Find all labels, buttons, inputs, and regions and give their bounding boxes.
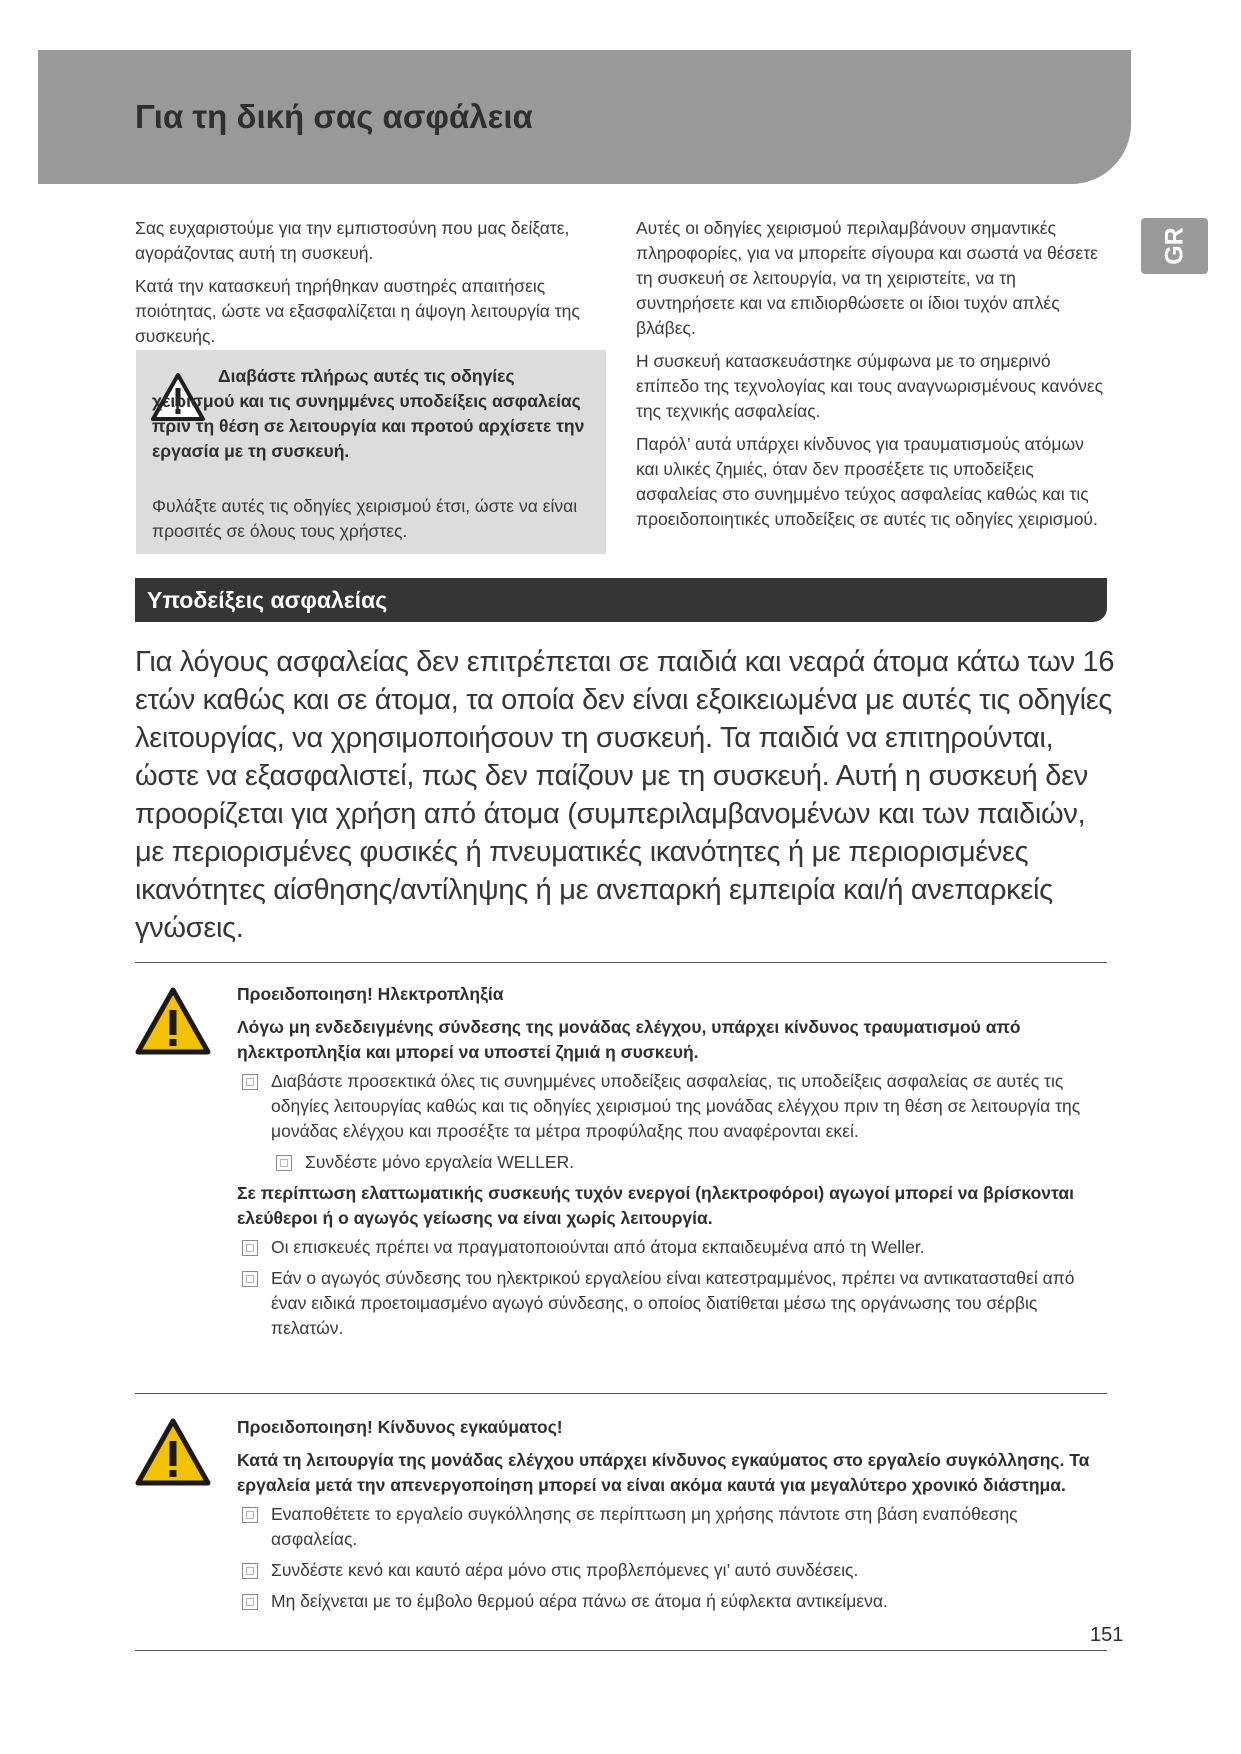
checkbox-square-icon — [242, 1507, 258, 1523]
list-item-text: Διαβάστε προσεκτικά όλες τις συνημμένες υποδείξεις ασφαλείας, τις υποδείξεις ασφαλείας σε αυτές τις οδηγίες λειτουργίας καθώς και τις οδηγίες χειρισμού της μονάδας ελέγχου πριν τη θέση σε λειτουργία της μονάδας ελέγχου και προσέξτε τα μέτρα προφύλαξης που αναφέρονται εκεί. — [271, 1071, 1081, 1141]
warning-list — [237, 1235, 1107, 1341]
list-item — [237, 1069, 1107, 1144]
warning-title: Προειδοποιηση! Κίνδυνος εγκαύματος! — [237, 1417, 563, 1437]
checkbox-square-icon — [276, 1155, 292, 1171]
list-item — [237, 1266, 1107, 1341]
intro-right-column — [636, 216, 1111, 540]
language-tab — [1141, 218, 1208, 274]
electric-shock-warning — [237, 982, 1107, 1347]
warning-title: Προειδοποιηση! Ηλεκτροπληξία — [237, 984, 504, 1004]
section-heading-bar — [135, 578, 1107, 622]
divider — [135, 962, 1107, 963]
child-safety-paragraph: Για λόγους ασφαλείας δεν επιτρέπεται σε παιδιά και νεαρά άτομα κάτω των 16 ετών καθώς και σε άτομα, τα οποία δεν είναι εξοικειωμένα με αυτές τις οδηγίες λειτουργίας, να χρησιμοποιήσουν τη συσκευή. Τα παιδιά να επιτηρούνται, ώστε να εξασφαλιστεί, πως δεν παίζουν με τη συσκευή. Αυτή η συσκευή δεν προορίζεται για χρήση από άτομα (συμπεριλαμβανομένων και των παιδιών, με περιορισμένες φυσικές ή πνευματικές ικανότητες ή με περιορισμένες ικανότητες αίσθησης/αντίληψης ή με ανεπαρκή εμπειρία και/ή ανεπαρκείς γνώσεις. — [135, 646, 1115, 944]
language-tab-label: GR — [1160, 227, 1188, 265]
note-bold-text: Διαβάστε πλήρως αυτές τις οδηγίες χειρισμού και τις συνημμένες υποδείξεις ασφαλείας πριν τη θέση σε λειτουργία και προτού αρχίσετε την εργασία με τη συσκευή. — [152, 366, 585, 461]
warning-list — [237, 1502, 1107, 1614]
page-title: Για τη δική σας ασφάλεια — [135, 98, 533, 135]
page-number: 151 — [1090, 1624, 1124, 1646]
list-item-text: Οι επισκευές πρέπει να πραγματοποιούνται από άτομα εκπαιδευμένα από τη Weller. — [271, 1237, 925, 1257]
warning-bold-text: Κατά τη λειτουργία της μονάδας ελέγχου υπάρχει κίνδυνος εγκαύματος στο εργαλείο συγκόλλησης. Τα εργαλεία μετά την απενεργοποίηση μπορεί να είναι ακόμα καυτά για μεγαλύτερο χρονικό διάστημα. — [237, 1450, 1090, 1495]
intro-left-paragraph: Σας ευχαριστούμε για την εμπιστοσύνη που μας δείξατε, αγοράζοντας αυτή τη συσκευή. — [135, 218, 570, 263]
list-item — [237, 1589, 1107, 1614]
checkbox-square-icon — [242, 1074, 258, 1090]
intro-right-paragraph: Η συσκευή κατασκευάστηκε σύμφωνα με το σημερινό επίπεδο της τεχνολογίας και τους αναγνωρισμένους κανόνες της τεχνικής ασφαλείας. — [636, 351, 1104, 421]
burn-warning — [237, 1415, 1107, 1620]
divider — [135, 1650, 1107, 1651]
section-heading: Υποδείξεις ασφαλείας — [147, 587, 388, 613]
intro-right-paragraph: Αυτές οι οδηγίες χειρισμού περιλαμβάνουν σημαντικές πληροφορίες, για να μπορείτε σίγουρα και σωστά να θέσετε τη συσκευή σε λειτουργία, να τη χειριστείτε, να τη συντηρήσετε και να επιδιορθώσετε οι ίδιοι τυχόν απλές βλάβες. — [636, 218, 1098, 338]
warning-triangle-yellow-icon — [134, 986, 212, 1056]
checkbox-square-icon — [242, 1240, 258, 1256]
warning-list — [237, 1069, 1107, 1175]
divider — [135, 1393, 1107, 1394]
note-text: Φυλάξτε αυτές τις οδηγίες χειρισμού έτσι, ώστε να είναι προσιτές σε όλους τους χρήστες. — [152, 496, 578, 541]
list-item-text: Εναποθέτετε το εργαλείο συγκόλλησης σε περίπτωση μη χρήσης πάντοτε στη βάση εναπόθεσης ασφαλείας. — [271, 1504, 1018, 1549]
list-item-text: Συνδέστε μόνο εργαλεία WELLER. — [305, 1152, 575, 1172]
intro-left-paragraph: Κατά την κατασκευή τηρήθηκαν αυστηρές απαιτήσεις ποιότητας, ώστε να εξασφαλίζεται η άψογη λειτουργία της συσκευής. — [135, 276, 580, 346]
list-item — [237, 1502, 1107, 1552]
intro-left-column — [135, 216, 605, 357]
checkbox-square-icon — [242, 1271, 258, 1287]
list-item — [237, 1235, 1107, 1260]
read-instructions-note — [136, 350, 606, 554]
list-item-text: Συνδέστε κενό και καυτό αέρα μόνο στις προβλεπόμενες γι’ αυτό συνδέσεις. — [271, 1560, 859, 1580]
checkbox-square-icon — [242, 1563, 258, 1579]
list-item-text: Μη δείχνεται με το έμβολο θερμού αέρα πάνω σε άτομα ή εύφλεκτα αντικείμενα. — [271, 1591, 888, 1611]
checkbox-square-icon — [242, 1594, 258, 1610]
list-item — [237, 1558, 1107, 1583]
list-item-text: Εάν ο αγωγός σύνδεσης του ηλεκτρικού εργαλείου είναι κατεστραμμένος, πρέπει να αντικατασταθεί από έναν ειδικά προετοιμασμένο αγωγό σύνδεσης, ο οποίος διατίθεται μέσω της οργάνωσης του σέρβις πελατών. — [271, 1268, 1075, 1338]
warning-bold-text: Λόγω μη ενδεδειγμένης σύνδεσης της μονάδας ελέγχου, υπάρχει κίνδυνος τραυματισμού από ηλεκτροπληξία και μπορεί να υποστεί ζημιά η συσκευή. — [237, 1017, 1021, 1062]
list-item — [271, 1150, 1107, 1175]
intro-right-paragraph: Παρόλ’ αυτά υπάρχει κίνδυνος για τραυματισμούς ατόμων και υλικές ζημιές, όταν δεν προσέξετε τις υποδείξεις ασφαλείας στο συνημμένο τεύχος ασφαλείας καθώς και τις προειδοποιητικές υποδείξεις σε αυτές τις οδηγίες χειρισμού. — [636, 434, 1098, 529]
warning-bold-text: Σε περίπτωση ελαττωματικής συσκευής τυχόν ενεργοί (ηλεκτροφόροι) αγωγοί μπορεί να βρίσκονται ελεύθεροι ή ο αγωγός γείωσης να είναι χωρίς λειτουργία. — [237, 1183, 1074, 1228]
warning-triangle-yellow-icon — [134, 1417, 212, 1487]
